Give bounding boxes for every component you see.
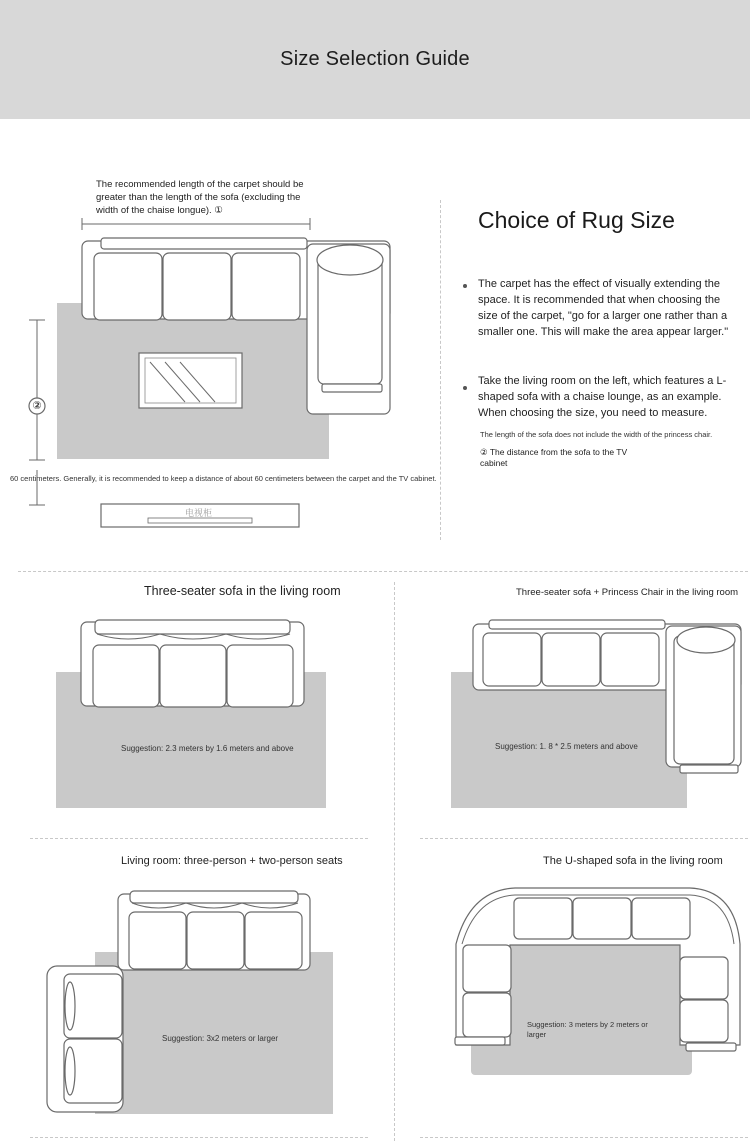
tv-cabinet-label: 电视柜 <box>185 508 213 518</box>
choice-title: Choice of Rug Size <box>478 207 675 233</box>
layout-caption: Three-seater sofa in the living room <box>144 584 341 598</box>
layout-suggestion: Suggestion: 3x2 meters or larger <box>162 1034 279 1043</box>
layout-suggestion: Suggestion: 3 meters by 2 meters or larger <box>527 1020 648 1039</box>
distance-marker: ② <box>32 400 42 412</box>
length-note: The recommended length of the carpet should be greater than the length of the sofa (excluding the width of the chaise longue). ① <box>96 179 304 216</box>
layout-suggestion: Suggestion: 2.3 meters by 1.6 meters and above <box>121 744 294 753</box>
choice-note-1: The length of the sofa does not include the width of the princess chair. <box>480 430 713 439</box>
page-title: Size Selection Guide <box>280 48 470 70</box>
choice-note-2: ② The distance from the sofa to the TV cabinet <box>480 447 628 468</box>
layout-caption: Living room: three-person + two-person seats <box>121 855 343 867</box>
layout-caption: Three-seater sofa + Princess Chair in the living room <box>516 587 739 598</box>
distance-note: 60 centimeters. Generally, it is recommended to keep a distance of about 60 centimeters between the carpet and the TV cabinet. <box>10 474 437 483</box>
choice-paragraph-2: Take the living room on the left, which features a L-shaped sofa with a chaise lounge, as an example. When choosing the size, you need to measure. <box>478 375 727 419</box>
layout-caption: The U-shaped sofa in the living room <box>543 855 723 867</box>
choice-paragraph-1: The carpet has the effect of visually extending the space. It is recommended that when choosing the size of the carpet, "go for a larger one rather than a smaller one. This will make the area appear larger." <box>478 278 729 338</box>
layout-suggestion: Suggestion: 1. 8 * 2.5 meters and above <box>495 742 638 751</box>
